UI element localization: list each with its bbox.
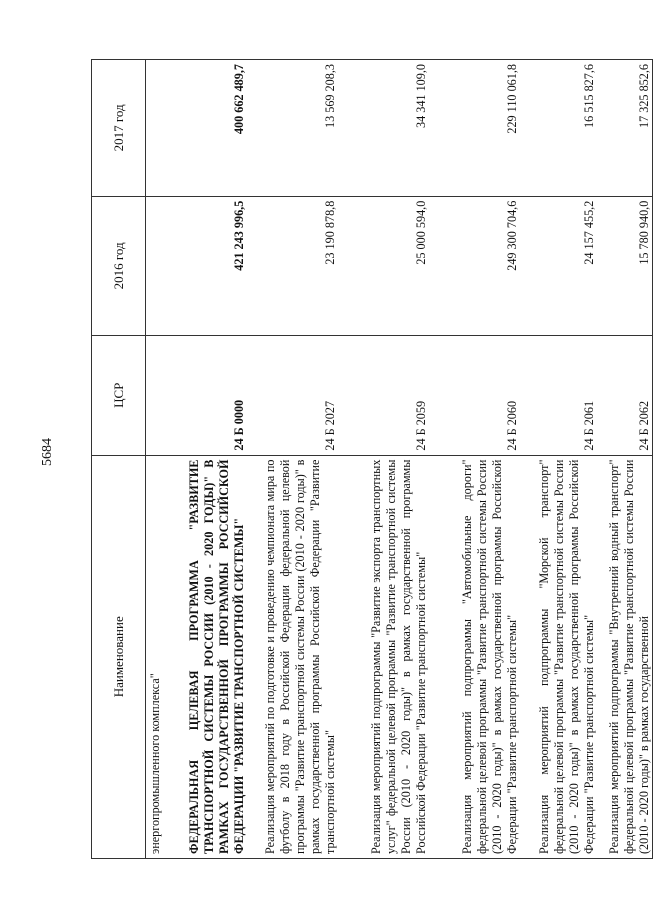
- page-number: 5684: [40, 438, 55, 466]
- row-2016: 421 243 996,5: [166, 196, 247, 335]
- row-name: Реализация мероприятий по подготовке и проведению чемпионата мира по футболу в 2018 году в Российской Федерации федеральной целевой программы "Развитие транспортной системы России (2010 - 2020 годы)" в рамках государственной программы Российской Федерации "Развитие транспортной системы": [247, 455, 338, 858]
- table-row: [338, 60, 429, 859]
- row-csr: 24 Б 2059: [338, 335, 429, 455]
- row-2016: 25 000 594,0: [338, 196, 429, 335]
- row-csr: 24 Б 0000: [166, 335, 247, 455]
- row-csr: 24 Б 2027: [247, 335, 338, 455]
- row-csr: 24 Б 2060: [429, 335, 520, 455]
- row-2016: 24 157 455,2: [520, 196, 597, 335]
- row-name: Реализация мероприятий подпрограммы "Развитие экспорта транспортных услуг" федеральной целевой программы "Развитие транспортной системы России (2010 - 2020 годы)" в рамках государственной программы Российской Федерации "Развитие транспортной системы": [338, 455, 429, 858]
- row-name: ФЕДЕРАЛЬНАЯ ЦЕЛЕВАЯ ПРОГРАММА "РАЗВИТИЕ ТРАНСПОРТНОЙ СИСТЕМЫ РОССИИ (2010 - 2020 ГОДЫ)" В РАМКАХ ГОСУДАРСТВЕННОЙ ПРОГРАММЫ РОССИЙСКОЙ ФЕДЕРАЦИИ "РАЗВИТИЕ ТРАНСПОРТНОЙ СИСТЕМЫ": [166, 455, 247, 858]
- row-2017: 229 110 061,8: [429, 60, 520, 197]
- table-row: [597, 60, 653, 859]
- row-2016: 249 300 704,6: [429, 196, 520, 335]
- cell-empty: [146, 196, 167, 335]
- row-2017: 17 325 852,6: [597, 60, 653, 197]
- row-2017: 400 662 489,7: [166, 60, 247, 197]
- budget-table: [91, 59, 653, 859]
- row-name: Реализация мероприятий подпрограммы "Морской транспорт" федеральной целевой программы "Развитие транспортной системы России (2010 - 2020 годы)" в рамках государственной программы Российской Федерации "Развитие транспортной системы": [520, 455, 597, 858]
- cell-empty: [146, 335, 167, 455]
- table-row: [166, 60, 247, 859]
- header-2016: 2016 год: [92, 196, 146, 335]
- rotated-table-container: [91, 59, 651, 859]
- intro-text: энергопромышленного комплекса": [146, 455, 167, 858]
- row-csr: 24 Б 2062: [597, 335, 653, 455]
- cell-empty: [146, 60, 167, 197]
- row-2017: 16 515 827,6: [520, 60, 597, 197]
- row-name: Реализация мероприятий подпрограммы "Автомобильные дороги" федеральной целевой программы "Развитие транспортной системы России (2010 - 2020 годы)" в рамках государственной программы Российской Федерации "Развитие транспортной системы": [429, 455, 520, 858]
- row-2017: 13 569 208,3: [247, 60, 338, 197]
- header-2017: 2017 год: [92, 60, 146, 197]
- table-header-row: [92, 60, 146, 859]
- header-csr: ЦСР: [92, 335, 146, 455]
- row-name: Реализация мероприятий подпрограммы "Внутренний водный транспорт" федеральной целевой программы "Развитие транспортной системы России (2010 - 2020 годы)" в рамках государственной: [597, 455, 653, 858]
- table-row: [520, 60, 597, 859]
- row-2017: 34 341 109,0: [338, 60, 429, 197]
- row-2016: 15 780 940,0: [597, 196, 653, 335]
- table-row: [429, 60, 520, 859]
- header-name: Наименование: [92, 455, 146, 858]
- table-row: [247, 60, 338, 859]
- table-row-intro: [146, 60, 167, 859]
- row-2016: 23 190 878,8: [247, 196, 338, 335]
- row-csr: 24 Б 2061: [520, 335, 597, 455]
